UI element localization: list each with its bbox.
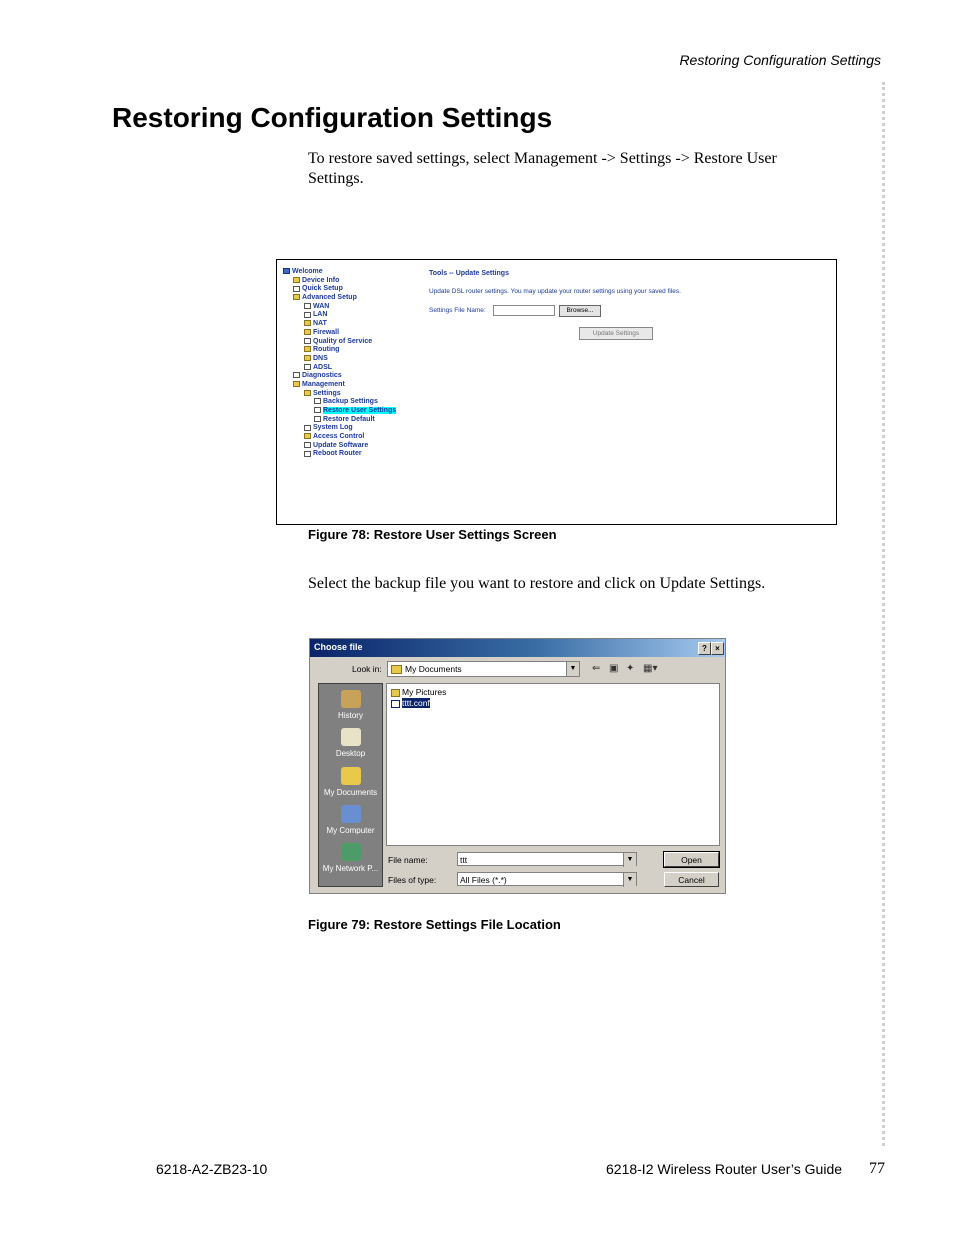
chevron-down-icon[interactable]: ▼ <box>623 853 636 867</box>
chevron-down-icon[interactable]: ▼ <box>566 662 579 676</box>
place-desktop[interactable]: Desktop <box>319 728 382 758</box>
tree-item-restore-user-settings[interactable]: Restore User Settings <box>283 407 396 416</box>
tree-item-update-software[interactable]: Update Software <box>283 442 396 451</box>
choose-file-dialog <box>309 638 726 894</box>
folder-open-icon <box>304 390 311 396</box>
instruction-paragraph: Select the backup file you want to restore and click on Update Settings. <box>308 575 766 592</box>
panel-title: Tools -- Update Settings <box>429 270 509 277</box>
folder-icon <box>293 277 300 283</box>
settings-file-input[interactable] <box>493 305 555 316</box>
tree-item-lan[interactable]: LAN <box>283 311 396 320</box>
dialog-title: Choose file <box>314 642 363 652</box>
file-name-label: File name: <box>388 855 428 865</box>
up-folder-icon[interactable]: ▣ <box>609 663 619 674</box>
page-icon <box>304 303 311 309</box>
list-item[interactable]: My Pictures <box>391 687 446 697</box>
guide-title: 6218-I2 Wireless Router User’s Guide <box>606 1161 843 1177</box>
intro-paragraph: To restore saved settings, select Management -> Settings -> Restore User Settings. <box>308 150 777 187</box>
page-icon <box>304 364 311 370</box>
running-header: Restoring Configuration Settings <box>679 52 881 68</box>
tree-item-quick-setup[interactable]: Quick Setup <box>283 285 396 294</box>
place-my-documents[interactable]: My Documents <box>319 767 382 797</box>
folder-icon <box>304 329 311 335</box>
folder-icon <box>304 355 311 361</box>
page-icon <box>304 425 311 431</box>
margin-rule <box>882 82 885 1146</box>
dialog-titlebar <box>310 639 725 657</box>
close-icon[interactable]: × <box>711 642 724 655</box>
computer-icon <box>341 805 361 823</box>
open-button[interactable]: Open <box>664 852 719 867</box>
back-arrow-icon[interactable]: ⇐ <box>592 663 601 674</box>
page-icon <box>304 442 311 448</box>
page-icon <box>304 451 311 457</box>
tree-item-backup-settings[interactable]: Backup Settings <box>283 398 396 407</box>
restore-user-settings-screenshot <box>276 259 837 525</box>
browse-button[interactable]: Browse... <box>559 305 601 317</box>
folder-icon <box>304 346 311 352</box>
tree-item-qos[interactable]: Quality of Service <box>283 338 396 347</box>
page-icon <box>314 407 321 413</box>
tree-item-reboot-router[interactable]: Reboot Router <box>283 450 396 459</box>
look-in-select[interactable] <box>387 661 580 677</box>
tree-item-advanced-setup[interactable]: Advanced Setup <box>283 294 396 303</box>
figure-79-caption: Figure 79: Restore Settings File Location <box>308 917 561 932</box>
page-icon <box>293 372 300 378</box>
folder-open-icon <box>293 294 300 300</box>
navigation-tree <box>283 268 396 459</box>
tree-item-wan[interactable]: WAN <box>283 303 396 312</box>
folder-icon <box>391 689 400 697</box>
tree-item-restore-default[interactable]: Restore Default <box>283 416 396 425</box>
file-type-label: Files of type: <box>388 875 437 885</box>
monitor-icon <box>283 268 290 274</box>
page-title: Restoring Configuration Settings <box>112 102 553 133</box>
folder-open-icon <box>293 381 300 387</box>
tree-item-diagnostics[interactable]: Diagnostics <box>283 372 396 381</box>
folder-icon <box>304 433 311 439</box>
file-type-select[interactable]: All Files (*.*) ▼ <box>457 872 637 886</box>
tree-item-dns[interactable]: DNS <box>283 355 396 364</box>
tree-item-adsl[interactable]: ADSL <box>283 364 396 373</box>
history-icon <box>341 690 361 708</box>
desktop-icon <box>341 728 361 746</box>
panel-description: Update DSL router settings. You may update your router settings using your saved files. <box>429 288 681 295</box>
update-settings-button[interactable]: Update Settings <box>579 327 653 340</box>
tree-item-firewall[interactable]: Firewall <box>283 329 396 338</box>
places-bar <box>318 683 383 887</box>
look-in-value: My Documents <box>405 664 462 674</box>
page-icon <box>304 312 311 318</box>
tree-item-access-control[interactable]: Access Control <box>283 433 396 442</box>
file-list <box>386 683 720 846</box>
tree-item-welcome[interactable]: Welcome <box>283 268 396 277</box>
page-icon <box>314 398 321 404</box>
cancel-button[interactable]: Cancel <box>664 872 719 887</box>
file-icon <box>391 700 400 708</box>
page-icon <box>304 338 311 344</box>
tree-item-management[interactable]: Management <box>283 381 396 390</box>
list-item[interactable]: tttt.conf <box>391 698 430 708</box>
tree-item-settings[interactable]: Settings <box>283 390 396 399</box>
settings-file-label: Settings File Name: <box>429 307 486 314</box>
tree-item-system-log[interactable]: System Log <box>283 424 396 433</box>
view-menu-icon[interactable]: ▦▾ <box>643 663 658 674</box>
place-my-network[interactable]: My Network P... <box>319 843 382 873</box>
document-number: 6218-A2-ZB23-10 <box>156 1161 268 1177</box>
place-my-computer[interactable]: My Computer <box>319 805 382 835</box>
help-icon[interactable]: ? <box>698 642 711 655</box>
page-number: 77 <box>869 1160 885 1177</box>
tree-item-routing[interactable]: Routing <box>283 346 396 355</box>
documents-folder-icon <box>341 767 361 785</box>
page-icon <box>314 416 321 422</box>
tree-item-device-info[interactable]: Device Info <box>283 277 396 286</box>
tree-item-nat[interactable]: NAT <box>283 320 396 329</box>
figure-78-caption: Figure 78: Restore User Settings Screen <box>308 527 557 542</box>
page-icon <box>293 286 300 292</box>
folder-icon <box>304 320 311 326</box>
chevron-down-icon[interactable]: ▼ <box>623 873 636 887</box>
folder-icon <box>391 665 402 674</box>
look-in-label: Look in: <box>352 664 382 674</box>
file-name-input[interactable]: ttt ▼ <box>457 852 637 866</box>
network-icon <box>341 843 361 861</box>
place-history[interactable]: History <box>319 690 382 720</box>
new-folder-icon[interactable]: ✦ <box>626 663 635 674</box>
